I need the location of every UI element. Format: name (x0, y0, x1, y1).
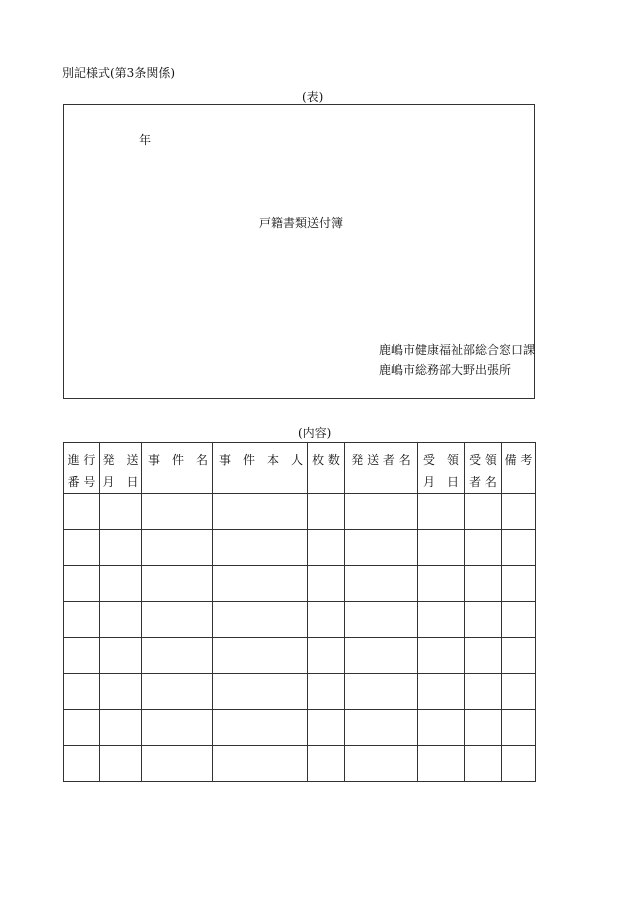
column-header-receiver-name: 受 領 者 名 (465, 443, 502, 494)
table-cell (64, 674, 100, 710)
table-row (64, 530, 536, 566)
content-heading: (内容) (298, 426, 332, 440)
table-cell (502, 674, 536, 710)
table-cell (100, 710, 142, 746)
ledger-body (64, 494, 536, 782)
table-cell (465, 710, 502, 746)
table-cell (465, 530, 502, 566)
table-cell (100, 494, 142, 530)
table-cell (142, 566, 213, 602)
table-cell (465, 566, 502, 602)
table-row (64, 746, 536, 782)
table-row (64, 638, 536, 674)
table-cell (418, 494, 465, 530)
table-cell (64, 746, 100, 782)
table-cell (308, 746, 345, 782)
column-header-receipt-date: 受 領 月 日 (418, 443, 465, 494)
book-title: 戸籍書類送付簿 (259, 216, 344, 230)
table-cell (308, 674, 345, 710)
table-cell (502, 566, 536, 602)
header-row (64, 443, 536, 494)
table-cell (418, 674, 465, 710)
table-cell (345, 674, 418, 710)
cover-heading: (表) (302, 90, 324, 104)
column-header-page-count: 枚 数 (308, 443, 345, 494)
table-cell (142, 602, 213, 638)
table-row (64, 602, 536, 638)
table-cell (142, 530, 213, 566)
table-cell (64, 494, 100, 530)
table-cell (100, 746, 142, 782)
table-cell (465, 494, 502, 530)
column-header-case-name: 事 件 名 (142, 443, 213, 494)
table-cell (64, 710, 100, 746)
table-cell (142, 494, 213, 530)
table-cell (418, 638, 465, 674)
table-cell (502, 530, 536, 566)
table-cell (465, 674, 502, 710)
table-cell (345, 602, 418, 638)
table-cell (100, 638, 142, 674)
table-cell (142, 674, 213, 710)
year-label: 年 (139, 133, 152, 147)
table-row (64, 566, 536, 602)
table-cell (100, 530, 142, 566)
ledger-table (63, 442, 536, 782)
table-row (64, 674, 536, 710)
table-cell (100, 566, 142, 602)
table-row (64, 710, 536, 746)
table-cell (213, 710, 308, 746)
table-cell (64, 530, 100, 566)
table-cell (64, 602, 100, 638)
table-cell (345, 710, 418, 746)
table-cell (213, 530, 308, 566)
department-line: 鹿嶋市総務部大野出張所 (379, 363, 512, 377)
table-cell (465, 638, 502, 674)
form-label: 別記様式(第3条関係) (62, 66, 175, 80)
table-cell (213, 566, 308, 602)
table-cell (465, 746, 502, 782)
table-cell (465, 602, 502, 638)
table-cell (502, 494, 536, 530)
table-cell (418, 566, 465, 602)
table-cell (142, 638, 213, 674)
table-cell (502, 746, 536, 782)
table-cell (502, 710, 536, 746)
table-cell (308, 530, 345, 566)
table-cell (345, 530, 418, 566)
table-cell (418, 602, 465, 638)
table-cell (64, 566, 100, 602)
table-cell (100, 674, 142, 710)
table-cell (345, 566, 418, 602)
column-header-serial-no: 進 行 番 号 (64, 443, 100, 494)
table-cell (308, 494, 345, 530)
table-cell (345, 494, 418, 530)
table-cell (502, 638, 536, 674)
table-cell (213, 746, 308, 782)
table-cell (308, 602, 345, 638)
table-cell (142, 710, 213, 746)
table-cell (142, 746, 213, 782)
department-line: 鹿嶋市健康福祉部総合窓口課 (379, 343, 536, 357)
column-header-remarks: 備 考 (502, 443, 536, 494)
column-header-subject-person: 事 件 本 人 (213, 443, 308, 494)
table-cell (100, 602, 142, 638)
table-cell (418, 746, 465, 782)
table-cell (308, 638, 345, 674)
table-cell (308, 710, 345, 746)
table-cell (213, 638, 308, 674)
table-cell (345, 638, 418, 674)
table-cell (345, 746, 418, 782)
column-header-sender-name: 発 送 者 名 (345, 443, 418, 494)
table-cell (213, 494, 308, 530)
table-cell (308, 566, 345, 602)
table-cell (418, 530, 465, 566)
cover-box (63, 104, 535, 399)
table-cell (213, 602, 308, 638)
table-cell (418, 710, 465, 746)
table-cell (64, 638, 100, 674)
table-row (64, 494, 536, 530)
table-cell (213, 674, 308, 710)
column-header-send-date: 発 送 月 日 (100, 443, 142, 494)
table-cell (502, 602, 536, 638)
